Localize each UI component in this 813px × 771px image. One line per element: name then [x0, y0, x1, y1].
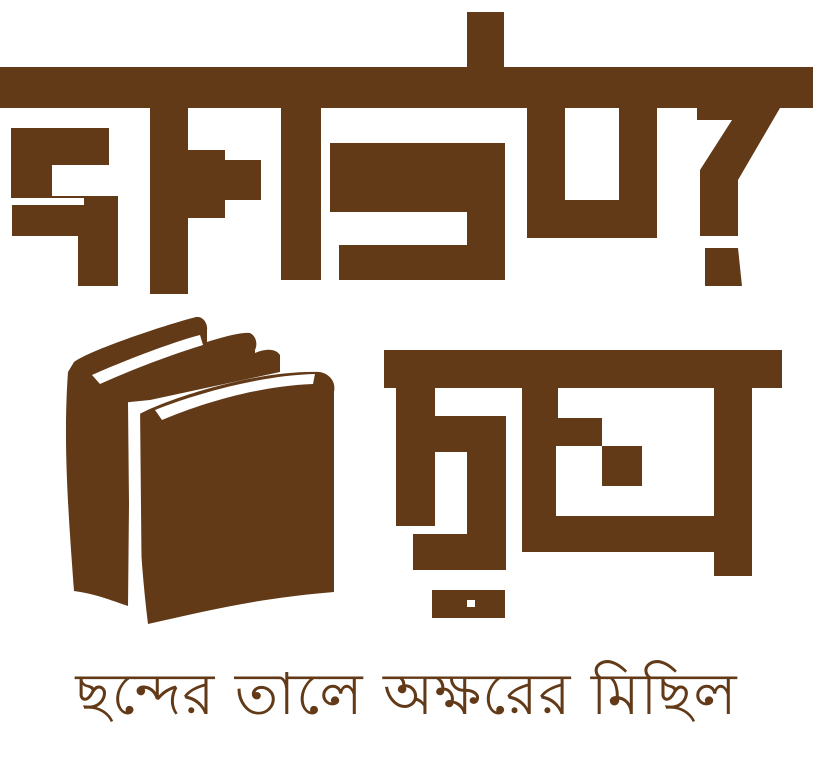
books-icon — [66, 317, 334, 624]
wordmark-line-1 — [0, 12, 813, 294]
tagline: ছন্দের তালে অক্ষরের মিছিল — [75, 660, 738, 728]
wordmark-line-2 — [384, 350, 782, 618]
